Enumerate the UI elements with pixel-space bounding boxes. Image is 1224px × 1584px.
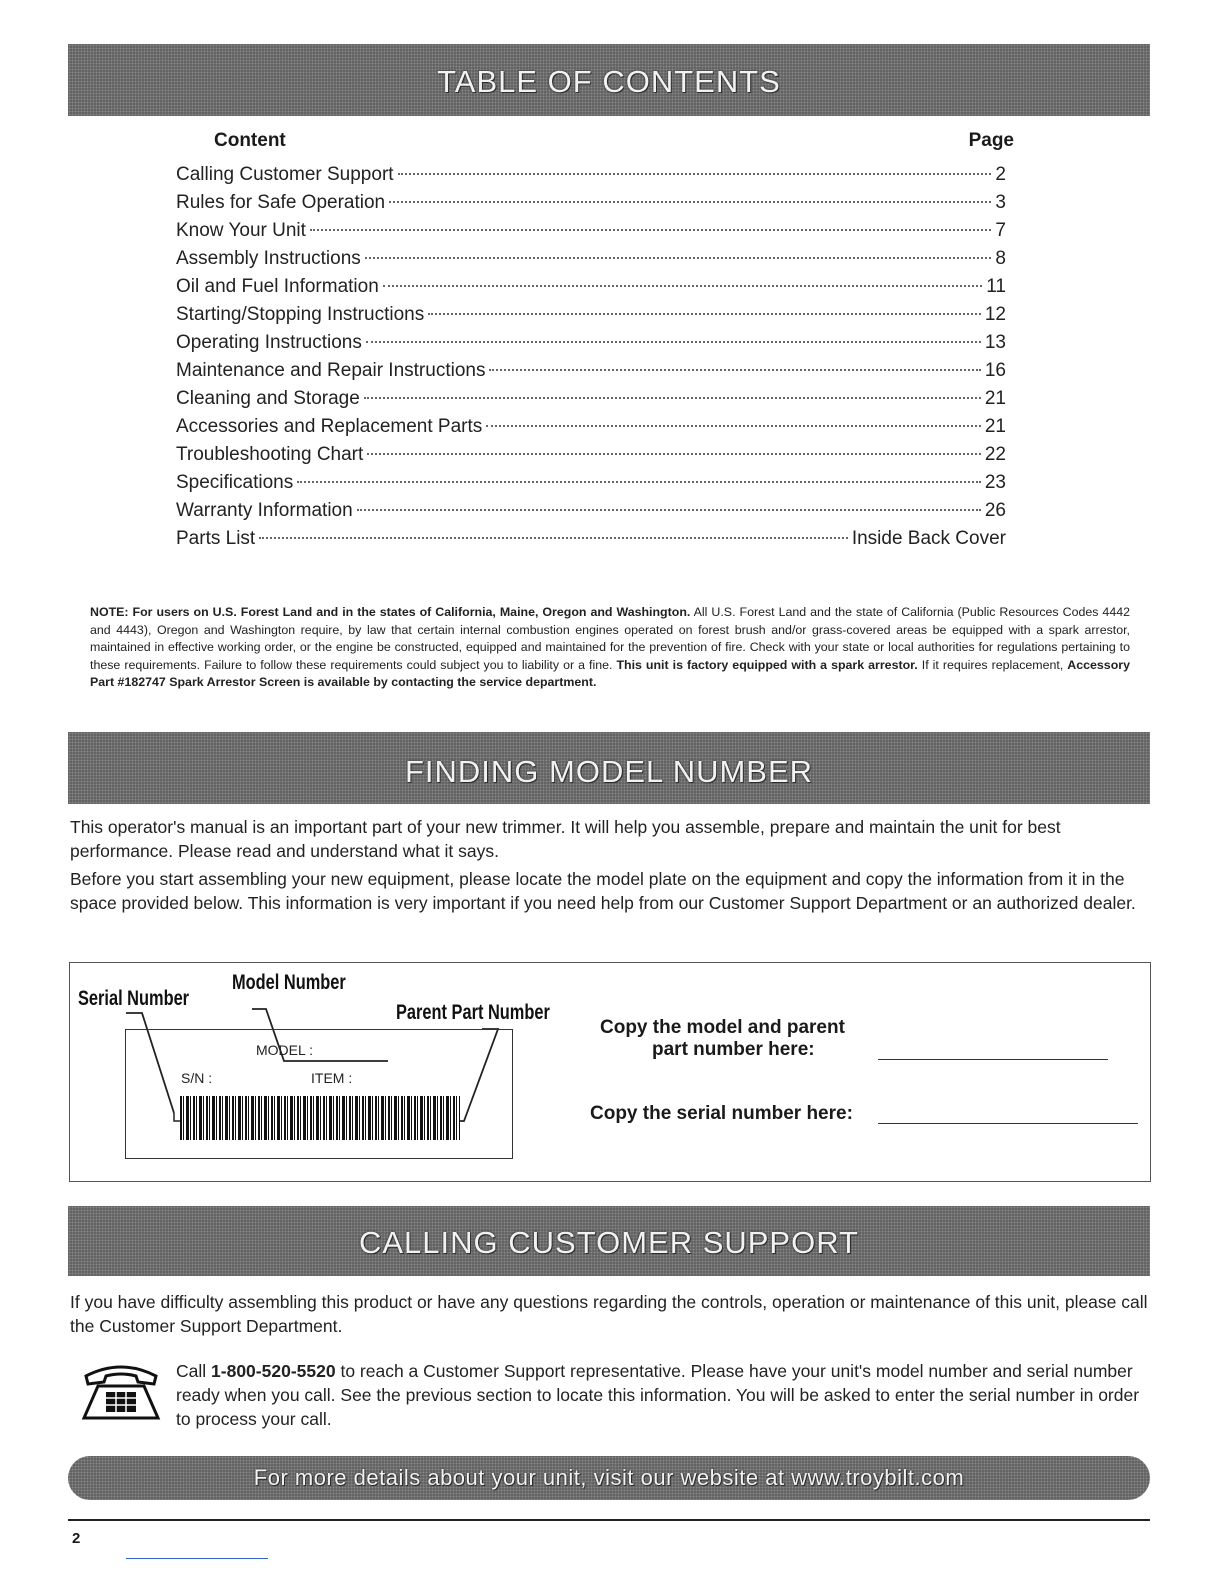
toc-entry-page: 3 [995, 192, 1006, 213]
copy-serial-label: Copy the serial number here: [590, 1103, 853, 1124]
call-instructions [176, 1359, 1156, 1431]
toc-column-content: Content [214, 130, 286, 151]
toc-column-page: Page [968, 130, 1014, 151]
toc-leader-dots [428, 313, 981, 315]
copy-model-label-line-1: Copy the model and parent [600, 1017, 845, 1038]
toc-entry-page: 13 [984, 332, 1006, 353]
toc-leader-dots [357, 509, 981, 511]
toc-entry-title: Specifications [176, 472, 294, 493]
label-parent-part-number: Parent Part Number [396, 1001, 550, 1024]
toc-entry-page: 26 [984, 500, 1006, 521]
plate-sn-label: S/N : [181, 1070, 213, 1086]
toc-entry-title: Warranty Information [176, 500, 353, 521]
toc-entry-title: Know Your Unit [176, 220, 306, 241]
model-intro-paragraph-2: Before you start assembling your new equipment, please locate the model plate on the equipment and copy the information from it in the space provided below. This information is very important if you need help from our Customer Support Department or an authorized dealer. [70, 869, 1136, 913]
toc-entry-title: Operating Instructions [176, 332, 362, 353]
toc-leader-dots [364, 397, 981, 399]
model-number-box [69, 962, 1151, 1182]
toc-entry [176, 248, 1006, 276]
toc-entry-page: 8 [995, 248, 1006, 269]
toc-entry-title: Troubleshooting Chart [176, 444, 364, 465]
toc-entry-page: 2 [995, 164, 1006, 185]
toc-entry-page: 7 [995, 220, 1006, 241]
toc-entry [176, 528, 1006, 556]
call-pre: Call [176, 1361, 207, 1381]
toc-entry-page: 22 [984, 444, 1006, 465]
support-banner-title: CALLING CUSTOMER SUPPORT [358, 1225, 859, 1260]
toc-entry-page: 12 [984, 304, 1006, 325]
toc-entry [176, 472, 1006, 500]
toc-entry-title: Maintenance and Repair Instructions [176, 360, 486, 381]
note-bold-mid: This unit is factory equipped with a spark arrestor. [616, 657, 918, 672]
model-banner-title: FINDING MODEL NUMBER [404, 754, 814, 789]
toc-entry [176, 360, 1006, 388]
spark-arrestor-note [90, 604, 1130, 691]
label-model-number: Model Number [232, 971, 346, 994]
toc-entry-title: Assembly Instructions [176, 248, 361, 269]
toc-entry-page: 16 [984, 360, 1006, 381]
footer-link-underline [126, 1558, 268, 1559]
toc-banner-title: TABLE OF CONTENTS [437, 64, 781, 99]
toc-leader-dots [383, 285, 983, 287]
plate-item-label: ITEM : [311, 1070, 353, 1086]
model-plate-illustration [125, 1029, 513, 1159]
toc-entry [176, 192, 1006, 220]
note-body: All U.S. Forest Land and the state of California (Public Resources Codes 4442 and 4443), Oregon and Washington require, by law that certain internal combustion engines operated on forest brush and/or grass-covered areas be equipped with a spark arrestor, maintained in effective working order, or the engine be constructed, equipped and maintained for the prevention of fire. Check with your state or local authorities for regulations pertaining to these requirements. Failure to follow these requirements could subject you to liability or a fine. [90, 605, 1130, 672]
model-banner [68, 732, 1150, 804]
toc-leader-dots [367, 453, 981, 455]
toc-entry [176, 500, 1006, 528]
toc-leader-dots [398, 173, 992, 175]
website-banner-text: For more details about your unit, visit our website at www.troybilt.com [253, 1465, 965, 1490]
toc-leader-dots [310, 229, 992, 231]
toc-entry-title: Starting/Stopping Instructions [176, 304, 425, 325]
note-bold-end: Accessory Part #182747 Spark Arrestor Screen is available by contacting the service department. [90, 657, 1130, 690]
toc-entry [176, 444, 1006, 472]
toc-leader-dots [365, 257, 992, 259]
toc-entry-title: Calling Customer Support [176, 164, 394, 185]
toc-list [176, 164, 1006, 556]
toc-entry [176, 164, 1006, 192]
support-phone-number: 1-800-520-5520 [211, 1361, 336, 1381]
note-body-2: If it requires replacement, [921, 657, 1064, 672]
barcode-icon [180, 1096, 460, 1140]
model-number-write-line [878, 1059, 1108, 1060]
note-bold-lead: NOTE: For users on U.S. Forest Land and in the states of California, Maine, Oregon and Washington. [90, 605, 691, 620]
toc-leader-dots [486, 425, 981, 427]
call-post: to reach a Customer Support representative. Please have your unit's model number and serial number ready when you call. See the previous section to locate this information. You will be asked to enter the serial number in order to process your call. [176, 1361, 1140, 1429]
model-intro-paragraph-1: This operator's manual is an important part of your new trimmer. It will help you assemble, prepare and maintain the unit for best performance. Please read and understand what it says. [70, 817, 1061, 861]
support-banner [68, 1206, 1150, 1276]
page-number: 2 [72, 1530, 81, 1547]
toc-leader-dots [259, 537, 848, 539]
plate-model-label: MODEL : [256, 1042, 314, 1058]
toc-entry-title: Parts List [176, 528, 256, 549]
toc-leader-dots [366, 341, 981, 343]
toc-entry [176, 276, 1006, 304]
support-paragraph: If you have difficulty assembling this product or have any questions regarding the controls, operation or maintenance of this unit, please call the Customer Support Department. [70, 1292, 1148, 1336]
toc-entry-page: 23 [984, 472, 1006, 493]
copy-model-label-line-2: part number here: [652, 1039, 815, 1060]
toc-entry-title: Oil and Fuel Information [176, 276, 379, 297]
serial-number-write-line [878, 1123, 1138, 1124]
toc-leader-dots [489, 369, 980, 371]
toc-leader-dots [389, 201, 991, 203]
toc-banner [68, 44, 1150, 116]
toc-entry-title: Accessories and Replacement Parts [176, 416, 483, 437]
toc-entry-title: Rules for Safe Operation [176, 192, 386, 213]
toc-entry [176, 304, 1006, 332]
toc-entry-page: 21 [984, 388, 1006, 409]
bottom-rule [68, 1519, 1150, 1521]
toc-entry-title: Cleaning and Storage [176, 388, 360, 409]
toc-entry-page: 21 [984, 416, 1006, 437]
website-banner [68, 1456, 1150, 1500]
toc-entry [176, 220, 1006, 248]
toc-entry [176, 388, 1006, 416]
toc-entry-page: Inside Back Cover [851, 528, 1006, 549]
toc-entry [176, 416, 1006, 444]
label-serial-number: Serial Number [78, 987, 190, 1010]
toc-entry [176, 332, 1006, 360]
toc-leader-dots [297, 481, 981, 483]
toc-entry-page: 11 [986, 276, 1006, 297]
telephone-icon [74, 1360, 168, 1424]
